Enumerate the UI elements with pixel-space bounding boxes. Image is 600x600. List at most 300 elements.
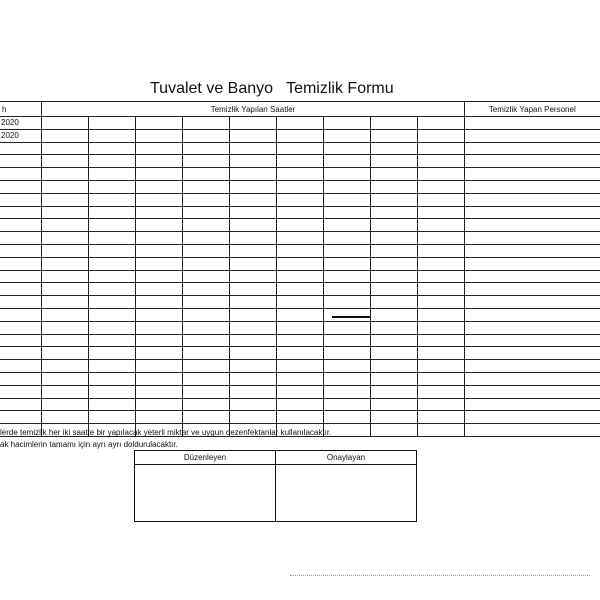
hour-cell[interactable] <box>230 180 277 193</box>
hour-cell[interactable] <box>42 360 89 373</box>
hour-cell[interactable] <box>230 142 277 155</box>
hour-cell[interactable] <box>42 398 89 411</box>
hour-cell[interactable] <box>136 398 183 411</box>
hour-cell[interactable] <box>323 270 370 283</box>
hour-cell[interactable] <box>276 321 323 334</box>
hour-cell[interactable] <box>42 219 89 232</box>
hour-cell[interactable] <box>276 142 323 155</box>
hour-cell[interactable] <box>276 180 323 193</box>
signature-body-row <box>135 465 417 522</box>
hour-cell[interactable] <box>323 168 370 181</box>
hour-cell[interactable] <box>136 308 183 321</box>
hour-cell[interactable] <box>417 180 464 193</box>
staff-cell[interactable] <box>464 372 600 385</box>
hour-cell[interactable] <box>89 257 136 270</box>
hour-cell[interactable] <box>42 411 89 424</box>
hour-cell[interactable] <box>136 372 183 385</box>
hour-cell[interactable] <box>183 347 230 360</box>
hour-cell[interactable] <box>183 372 230 385</box>
hour-cell[interactable] <box>89 244 136 257</box>
hour-cell[interactable] <box>276 308 323 321</box>
staff-cell[interactable] <box>464 283 600 296</box>
hour-cell[interactable] <box>89 168 136 181</box>
hour-cell[interactable] <box>417 296 464 309</box>
hour-cell[interactable] <box>230 411 277 424</box>
hour-cell[interactable] <box>183 321 230 334</box>
table-row <box>0 206 600 219</box>
hour-cell[interactable] <box>89 193 136 206</box>
hour-cell[interactable] <box>417 117 464 130</box>
date-cell[interactable]: 2020 <box>0 117 42 130</box>
hour-cell[interactable] <box>183 257 230 270</box>
table-row <box>0 347 600 360</box>
hour-cell[interactable] <box>89 142 136 155</box>
hour-cell[interactable] <box>136 347 183 360</box>
hour-cell[interactable] <box>89 334 136 347</box>
hour-cell[interactable] <box>183 129 230 142</box>
staff-cell[interactable] <box>464 411 600 424</box>
hour-cell[interactable] <box>183 193 230 206</box>
hour-cell[interactable] <box>417 206 464 219</box>
hour-cell[interactable] <box>89 308 136 321</box>
hour-cell[interactable] <box>42 155 89 168</box>
hour-cell[interactable] <box>417 385 464 398</box>
table-row <box>0 270 600 283</box>
staff-cell[interactable] <box>464 129 600 142</box>
hour-cell[interactable] <box>230 117 277 130</box>
staff-cell[interactable] <box>464 206 600 219</box>
hour-cell[interactable] <box>136 117 183 130</box>
date-cell[interactable] <box>0 321 42 334</box>
hour-cell[interactable] <box>323 283 370 296</box>
hour-cell[interactable] <box>417 424 464 437</box>
hour-cell[interactable] <box>323 411 370 424</box>
hour-cell[interactable] <box>370 142 417 155</box>
date-cell[interactable] <box>0 360 42 373</box>
date-column-header: h <box>0 102 42 117</box>
hour-cell[interactable] <box>230 257 277 270</box>
hour-cell[interactable] <box>136 334 183 347</box>
hour-cell[interactable] <box>370 334 417 347</box>
hour-cell[interactable] <box>136 385 183 398</box>
hour-cell[interactable] <box>42 129 89 142</box>
hour-cell[interactable] <box>136 180 183 193</box>
staff-cell[interactable] <box>464 155 600 168</box>
hour-cell[interactable] <box>89 232 136 245</box>
staff-cell[interactable] <box>464 360 600 373</box>
hour-cell[interactable] <box>323 142 370 155</box>
hour-cell[interactable] <box>417 321 464 334</box>
hour-cell[interactable] <box>183 411 230 424</box>
staff-cell[interactable] <box>464 117 600 130</box>
hour-cell[interactable] <box>42 180 89 193</box>
pen-mark <box>332 316 370 318</box>
hour-cell[interactable] <box>417 142 464 155</box>
hour-cell[interactable] <box>323 129 370 142</box>
hour-cell[interactable] <box>323 193 370 206</box>
hour-cell[interactable] <box>417 308 464 321</box>
staff-cell[interactable] <box>464 142 600 155</box>
hour-cell[interactable] <box>230 385 277 398</box>
hour-cell[interactable] <box>183 232 230 245</box>
hour-cell[interactable] <box>276 347 323 360</box>
hours-column-header: Temizlik Yapılan Saatler <box>42 102 464 117</box>
date-cell[interactable] <box>0 283 42 296</box>
hour-cell[interactable] <box>276 117 323 130</box>
hour-cell[interactable] <box>370 360 417 373</box>
table-row <box>0 232 600 245</box>
hour-cell[interactable] <box>370 398 417 411</box>
hour-cell[interactable] <box>136 232 183 245</box>
date-cell[interactable] <box>0 206 42 219</box>
hour-cell[interactable] <box>370 321 417 334</box>
date-cell[interactable] <box>0 232 42 245</box>
hour-cell[interactable] <box>276 257 323 270</box>
hour-cell[interactable] <box>370 219 417 232</box>
staff-cell[interactable] <box>464 347 600 360</box>
staff-cell[interactable] <box>464 398 600 411</box>
approved-by-label: Onaylayan <box>276 451 417 465</box>
hour-cell[interactable] <box>370 283 417 296</box>
table-row <box>0 180 600 193</box>
hour-cell[interactable] <box>42 117 89 130</box>
hour-cell[interactable] <box>136 142 183 155</box>
hour-cell[interactable] <box>276 398 323 411</box>
hour-cell[interactable] <box>183 219 230 232</box>
hour-cell[interactable] <box>136 257 183 270</box>
hour-cell[interactable] <box>89 206 136 219</box>
table-header-row <box>0 102 600 117</box>
hour-cell[interactable] <box>276 206 323 219</box>
hour-cell[interactable] <box>89 129 136 142</box>
hour-cell[interactable] <box>323 360 370 373</box>
hour-cell[interactable] <box>370 411 417 424</box>
hour-cell[interactable] <box>230 321 277 334</box>
date-cell[interactable] <box>0 155 42 168</box>
hour-cell[interactable] <box>136 168 183 181</box>
table-row <box>0 257 600 270</box>
hour-cell[interactable] <box>230 296 277 309</box>
hour-cell[interactable] <box>370 155 417 168</box>
hour-cell[interactable] <box>89 296 136 309</box>
hour-cell[interactable] <box>323 385 370 398</box>
staff-cell[interactable] <box>464 193 600 206</box>
staff-cell[interactable] <box>464 385 600 398</box>
hour-cell[interactable] <box>230 360 277 373</box>
hour-cell[interactable] <box>417 270 464 283</box>
hour-cell[interactable] <box>417 347 464 360</box>
hour-cell[interactable] <box>183 155 230 168</box>
hour-cell[interactable] <box>136 129 183 142</box>
hour-cell[interactable] <box>136 206 183 219</box>
signature-table <box>134 450 417 522</box>
hour-cell[interactable] <box>183 334 230 347</box>
staff-cell[interactable] <box>464 270 600 283</box>
hour-cell[interactable] <box>230 372 277 385</box>
table-row <box>0 129 600 142</box>
date-cell[interactable] <box>0 270 42 283</box>
hour-cell[interactable] <box>370 232 417 245</box>
staff-cell[interactable] <box>464 219 600 232</box>
hour-cell[interactable] <box>136 193 183 206</box>
hour-cell[interactable] <box>276 385 323 398</box>
hour-cell[interactable] <box>89 372 136 385</box>
hour-cell[interactable] <box>230 334 277 347</box>
hour-cell[interactable] <box>42 257 89 270</box>
hour-cell[interactable] <box>323 296 370 309</box>
hour-cell[interactable] <box>42 142 89 155</box>
hour-cell[interactable] <box>183 360 230 373</box>
hour-cell[interactable] <box>136 321 183 334</box>
staff-cell[interactable] <box>464 308 600 321</box>
hour-cell[interactable] <box>323 398 370 411</box>
hour-cell[interactable] <box>183 206 230 219</box>
hour-cell[interactable] <box>183 180 230 193</box>
hour-cell[interactable] <box>323 334 370 347</box>
hour-cell[interactable] <box>230 219 277 232</box>
hour-cell[interactable] <box>370 347 417 360</box>
hour-cell[interactable] <box>230 398 277 411</box>
table-row <box>0 360 600 373</box>
hour-cell[interactable] <box>230 270 277 283</box>
hour-cell[interactable] <box>183 398 230 411</box>
hour-cell[interactable] <box>370 180 417 193</box>
staff-cell[interactable] <box>464 232 600 245</box>
hour-cell[interactable] <box>370 117 417 130</box>
hour-cell[interactable] <box>276 360 323 373</box>
table-row <box>0 283 600 296</box>
hour-cell[interactable] <box>370 308 417 321</box>
hour-cell[interactable] <box>370 424 417 437</box>
hour-cell[interactable] <box>89 117 136 130</box>
hour-cell[interactable] <box>276 270 323 283</box>
staff-column-header: Temizlik Yapan Personel <box>464 102 600 117</box>
table-row <box>0 398 600 411</box>
staff-cell[interactable] <box>464 168 600 181</box>
hour-cell[interactable] <box>323 257 370 270</box>
date-cell[interactable] <box>0 372 42 385</box>
hour-cell[interactable] <box>417 244 464 257</box>
hour-cell[interactable] <box>370 372 417 385</box>
table-row <box>0 142 600 155</box>
table-row <box>0 296 600 309</box>
hour-cell[interactable] <box>183 117 230 130</box>
date-cell[interactable] <box>0 308 42 321</box>
hour-cell[interactable] <box>370 270 417 283</box>
hour-cell[interactable] <box>370 296 417 309</box>
hour-cell[interactable] <box>370 244 417 257</box>
hour-cell[interactable] <box>89 411 136 424</box>
table-row <box>0 321 600 334</box>
table-row <box>0 219 600 232</box>
hour-cell[interactable] <box>230 283 277 296</box>
hour-cell[interactable] <box>417 257 464 270</box>
hour-cell[interactable] <box>370 257 417 270</box>
hour-cell[interactable] <box>276 193 323 206</box>
hour-cell[interactable] <box>136 270 183 283</box>
date-cell[interactable] <box>0 244 42 257</box>
hour-cell[interactable] <box>276 219 323 232</box>
hour-cell[interactable] <box>136 411 183 424</box>
hour-cell[interactable] <box>230 232 277 245</box>
hour-cell[interactable] <box>42 385 89 398</box>
hour-cell[interactable] <box>276 372 323 385</box>
hour-cell[interactable] <box>323 155 370 168</box>
hour-cell[interactable] <box>136 283 183 296</box>
table-row <box>0 334 600 347</box>
hour-cell[interactable] <box>230 308 277 321</box>
hour-cell[interactable] <box>323 206 370 219</box>
hour-cell[interactable] <box>230 193 277 206</box>
date-cell[interactable] <box>0 219 42 232</box>
hour-cell[interactable] <box>42 321 89 334</box>
hour-cell[interactable] <box>89 180 136 193</box>
hour-cell[interactable] <box>42 296 89 309</box>
hour-cell[interactable] <box>276 155 323 168</box>
staff-cell[interactable] <box>464 321 600 334</box>
staff-cell[interactable] <box>464 180 600 193</box>
hour-cell[interactable] <box>370 385 417 398</box>
staff-cell[interactable] <box>464 296 600 309</box>
hour-cell[interactable] <box>42 283 89 296</box>
hour-cell[interactable] <box>230 206 277 219</box>
date-cell[interactable] <box>0 334 42 347</box>
staff-cell[interactable] <box>464 257 600 270</box>
hour-cell[interactable] <box>323 219 370 232</box>
hour-cell[interactable] <box>323 117 370 130</box>
hour-cell[interactable] <box>136 244 183 257</box>
hour-cell[interactable] <box>42 347 89 360</box>
hour-cell[interactable] <box>276 168 323 181</box>
hour-cell[interactable] <box>323 321 370 334</box>
staff-cell[interactable] <box>464 334 600 347</box>
hour-cell[interactable] <box>276 232 323 245</box>
hour-cell[interactable] <box>370 193 417 206</box>
hour-cell[interactable] <box>42 168 89 181</box>
hour-cell[interactable] <box>417 360 464 373</box>
hour-cell[interactable] <box>89 360 136 373</box>
hour-cell[interactable] <box>89 155 136 168</box>
date-cell[interactable] <box>0 296 42 309</box>
hour-cell[interactable] <box>136 360 183 373</box>
hour-cell[interactable] <box>183 244 230 257</box>
hour-cell[interactable] <box>417 193 464 206</box>
hour-cell[interactable] <box>417 334 464 347</box>
hour-cell[interactable] <box>323 244 370 257</box>
staff-cell[interactable] <box>464 244 600 257</box>
hour-cell[interactable] <box>183 385 230 398</box>
hour-cell[interactable] <box>276 283 323 296</box>
date-cell[interactable] <box>0 180 42 193</box>
hour-cell[interactable] <box>276 244 323 257</box>
hour-cell[interactable] <box>183 270 230 283</box>
hour-cell[interactable] <box>42 206 89 219</box>
hour-cell[interactable] <box>417 219 464 232</box>
staff-cell[interactable] <box>464 424 600 437</box>
approved-by-signature-box[interactable] <box>276 465 417 522</box>
hour-cell[interactable] <box>183 283 230 296</box>
hour-cell[interactable] <box>89 321 136 334</box>
hour-cell[interactable] <box>276 334 323 347</box>
hour-cell[interactable] <box>230 168 277 181</box>
hour-cell[interactable] <box>370 206 417 219</box>
hour-cell[interactable] <box>276 411 323 424</box>
hour-cell[interactable] <box>89 283 136 296</box>
date-cell[interactable] <box>0 385 42 398</box>
hour-cell[interactable] <box>230 155 277 168</box>
hour-cell[interactable] <box>417 129 464 142</box>
hour-cell[interactable] <box>323 347 370 360</box>
hour-cell[interactable] <box>89 398 136 411</box>
hour-cell[interactable] <box>136 155 183 168</box>
hour-cell[interactable] <box>370 168 417 181</box>
hour-cell[interactable] <box>183 142 230 155</box>
hour-cell[interactable] <box>42 193 89 206</box>
hour-cell[interactable] <box>417 232 464 245</box>
date-cell[interactable] <box>0 398 42 411</box>
date-cell[interactable] <box>0 257 42 270</box>
table-row <box>0 155 600 168</box>
hour-cell[interactable] <box>417 411 464 424</box>
hour-cell[interactable] <box>276 129 323 142</box>
hour-cell[interactable] <box>417 283 464 296</box>
hour-cell[interactable] <box>230 347 277 360</box>
table-row <box>0 117 600 130</box>
hour-cell[interactable] <box>42 270 89 283</box>
hour-cell[interactable] <box>323 308 370 321</box>
table-row <box>0 168 600 181</box>
hour-cell[interactable] <box>136 296 183 309</box>
hour-cell[interactable] <box>417 398 464 411</box>
hour-cell[interactable] <box>42 308 89 321</box>
date-cell[interactable] <box>0 411 42 424</box>
signature-header-row <box>135 451 417 465</box>
hour-cell[interactable] <box>136 219 183 232</box>
hour-cell[interactable] <box>183 168 230 181</box>
hour-cell[interactable] <box>89 385 136 398</box>
hour-cell[interactable] <box>417 155 464 168</box>
hour-cell[interactable] <box>323 372 370 385</box>
hour-cell[interactable] <box>89 270 136 283</box>
hour-cell[interactable] <box>370 129 417 142</box>
hour-cell[interactable] <box>183 296 230 309</box>
prepared-by-label: Düzenleyen <box>135 451 276 465</box>
date-cell[interactable] <box>0 347 42 360</box>
hour-cell[interactable] <box>89 219 136 232</box>
hour-cell[interactable] <box>230 244 277 257</box>
hour-cell[interactable] <box>323 232 370 245</box>
table-body <box>0 117 600 437</box>
prepared-by-signature-box[interactable] <box>135 465 276 522</box>
hour-cell[interactable] <box>42 334 89 347</box>
hour-cell[interactable] <box>323 180 370 193</box>
hour-cell[interactable] <box>42 244 89 257</box>
hour-cell[interactable] <box>42 232 89 245</box>
hour-cell[interactable] <box>89 347 136 360</box>
hour-cell[interactable] <box>230 129 277 142</box>
hour-cell[interactable] <box>42 372 89 385</box>
date-cell[interactable] <box>0 193 42 206</box>
date-cell[interactable]: 2020 <box>0 129 42 142</box>
hour-cell[interactable] <box>417 372 464 385</box>
date-cell[interactable] <box>0 142 42 155</box>
hour-cell[interactable] <box>276 296 323 309</box>
table-row <box>0 244 600 257</box>
hour-cell[interactable] <box>183 308 230 321</box>
hour-cell[interactable] <box>417 168 464 181</box>
date-cell[interactable] <box>0 168 42 181</box>
note-line-2: ak hacimlerin tamamı için ayrı ayrı doldurulacaktır. <box>0 440 178 449</box>
